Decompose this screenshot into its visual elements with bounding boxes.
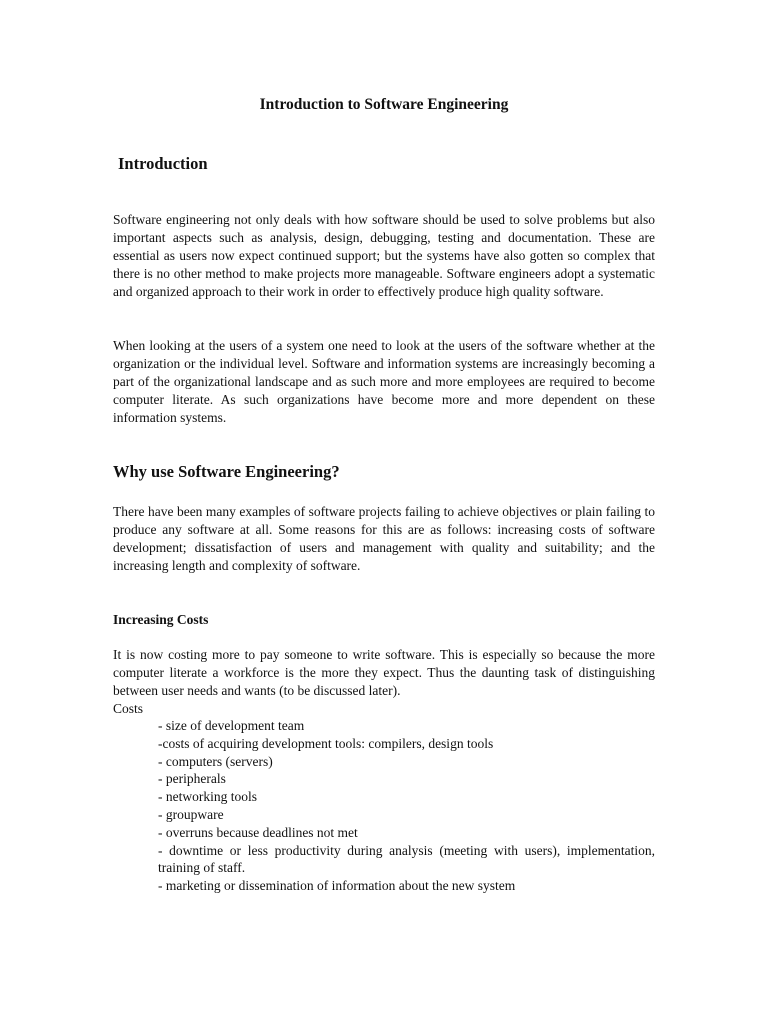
introduction-heading: Introduction [118,154,208,173]
cost-list [158,717,655,895]
increasing-costs-paragraph: It is now costing more to pay someone to write software. This is especially so because the more computer literate a workforce is the more they expect. Thus the daunting task of distinguishing between user needs and wants (to be discussed later). [113,647,655,699]
list-item: -costs of acquiring development tools: compilers, design tools [158,735,494,751]
document-title: Introduction to Software Engineering [259,96,509,113]
introduction-paragraph-2: When looking at the users of a system one need to look at the users of the software whether at the organization or the individual level. Software and information systems are increasingly becoming a part of the organizational landscape and as such more and more employees are required to become computer literate. As such organizations have become more and more dependent on these information systems. [113,338,655,426]
why-use-heading: Why use Software Engineering? [113,462,340,481]
list-item: - computers (servers) [158,753,273,769]
list-item: - downtime or less productivity during analysis (meeting with users), implementation, training of staff. [158,842,655,876]
introduction-paragraph-1: Software engineering not only deals with how software should be used to solve problems but also important aspects such as analysis, design, debugging, testing and documentation. These are essential as users now expect continued support; but the systems have also gotten so complex that there is no other method to make projects more manageable. Software engineers adopt a systematic and organized approach to their work in order to effectively produce high quality software. [113,212,655,300]
increasing-costs-heading: Increasing Costs [113,612,209,627]
list-item: - groupware [158,806,224,822]
list-item: - overruns because deadlines not met [158,824,358,840]
list-item: - marketing or dissemination of information about the new system [158,878,516,894]
list-item: - size of development team [158,718,305,733]
why-use-paragraph: There have been many examples of software projects failing to achieve objectives or plain failing to produce any software at all. Some reasons for this are as follows: increasing costs of software development; dissatisfaction of users and management with quality and suitability; and the increasing length and complexity of software. [113,504,655,574]
list-item: - peripherals [158,771,226,787]
costs-label: Costs [113,701,144,716]
list-item: - networking tools [158,789,257,805]
